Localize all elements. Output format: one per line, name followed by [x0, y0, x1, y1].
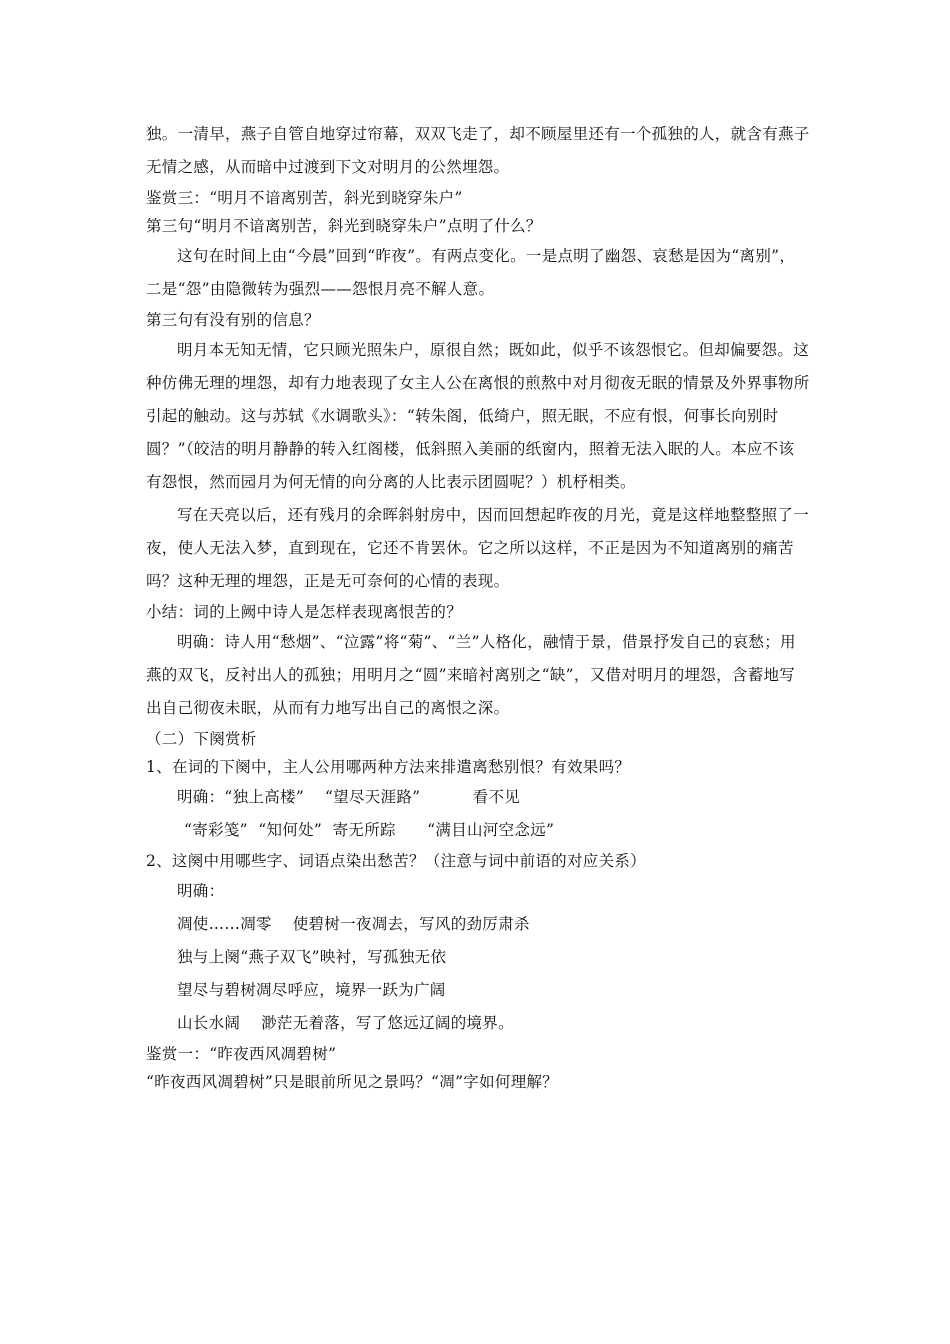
- answer-2-item-4: 山长水阔 渺茫无着落，写了悠远辽阔的境界。: [177, 1014, 514, 1032]
- answer-2-item-1: 凋使……凋零 使碧树一夜凋去，写风的劲厉肃杀: [177, 915, 530, 933]
- question-third-line: 第三句“明月不谙离别苦，斜光到晓穿朱户”点明了什么？: [146, 217, 542, 235]
- answer-1-line-1: 明确：“独上高楼” “望尽天涯路” 看不见: [177, 788, 521, 806]
- question-1: 1、在词的下阕中，主人公用哪两种方法来排遣离愁别恨？有效果吗？: [146, 758, 631, 776]
- summary-answer: 明确：诗人用“愁烟”、“泣露”将“菊”、“兰”人格化，融情于景，借景抒发自己的哀愁；用燕的双飞，反衬出人的孤独；用明月之“圆”来暗衬离别之“缺”，又借对明月的埋怨，含蓄地写出自己彻夜未眠，从而有力地写出自己的离恨之深。: [146, 633, 796, 717]
- paragraph-swallow-continuation: 独。一清早，燕子自管自地穿过帘幕，双双飞走了，却不顾屋里还有一个孤独的人，就含有燕子无情之感，从而暗中过渡到下文对明月的公然埋怨。: [146, 125, 810, 176]
- paragraph-dawn-moonlight: 写在天亮以后，还有残月的余晖斜射房中，因而回想起昨夜的月光，竟是这样地整整照了一夜，使人无法入梦，直到现在，它还不肯罢休。它之所以这样，不正是因为不知道离别的痛苦吗？这种无理的埋怨，正是无可奈何的心情的表现。: [146, 506, 810, 590]
- answer-2-label: 明确：: [177, 882, 225, 900]
- answer-2-item-2: 独与上阕“燕子双飞”映衬，写孤独无依: [177, 948, 447, 966]
- question-other-info: 第三句有没有别的信息？: [146, 311, 320, 329]
- appreciation-one-heading: 鉴赏一：“昨夜西风凋碧树”: [146, 1045, 337, 1063]
- document-body: [146, 118, 810, 1096]
- answer-1-line-2: “寄彩笺” “知何处” 寄无所踪 “满目山河空念远”: [184, 821, 555, 839]
- question-west-wind: “昨夜西风凋碧树”只是眼前所见之景吗？“凋”字如何理解？: [146, 1073, 559, 1091]
- question-2: 2、这阕中用哪些字、词语点染出愁苦？（注意与词中前语的对应关系）: [146, 852, 646, 870]
- answer-2-item-3: 望尽与碧树凋尽呼应，境界一跃为广阔: [177, 981, 446, 999]
- summary-question: 小结：词的上阙中诗人是怎样表现离恨苦的？: [146, 603, 463, 621]
- section-heading-lower-stanza: （二）下阕赏析: [146, 730, 257, 748]
- answer-third-line: 这句在时间上由“今晨”回到“昨夜”。有两点变化。一是点明了幽怨、哀愁是因为“离别”，二是“怨”由隐微转为强烈——怨恨月亮不解人意。: [146, 247, 796, 298]
- appreciation-three-heading: 鉴赏三：“明月不谙离别苦，斜光到晓穿朱户”: [146, 189, 463, 207]
- answer-moon-complaint: 明月本无知无情，它只顾光照朱户，原很自然；既如此，似乎不该怨恨它。但却偏要怨。这种仿佛无理的埋怨，却有力地表现了女主人公在离恨的煎熬中对月彻夜无眠的情景及外界事物所引起的触动。这与苏轼《水调歌头》：“转朱阁，低绮户，照无眠，不应有恨，何事长向别时圆？”（皎洁的明月静静的转入红阁楼，低斜照入美丽的纸窗内，照着无法入眠的人。本应不该有怨恨，然而园月为何无情的向分离的人比表示团圆呢？）机杼相类。: [146, 341, 810, 491]
